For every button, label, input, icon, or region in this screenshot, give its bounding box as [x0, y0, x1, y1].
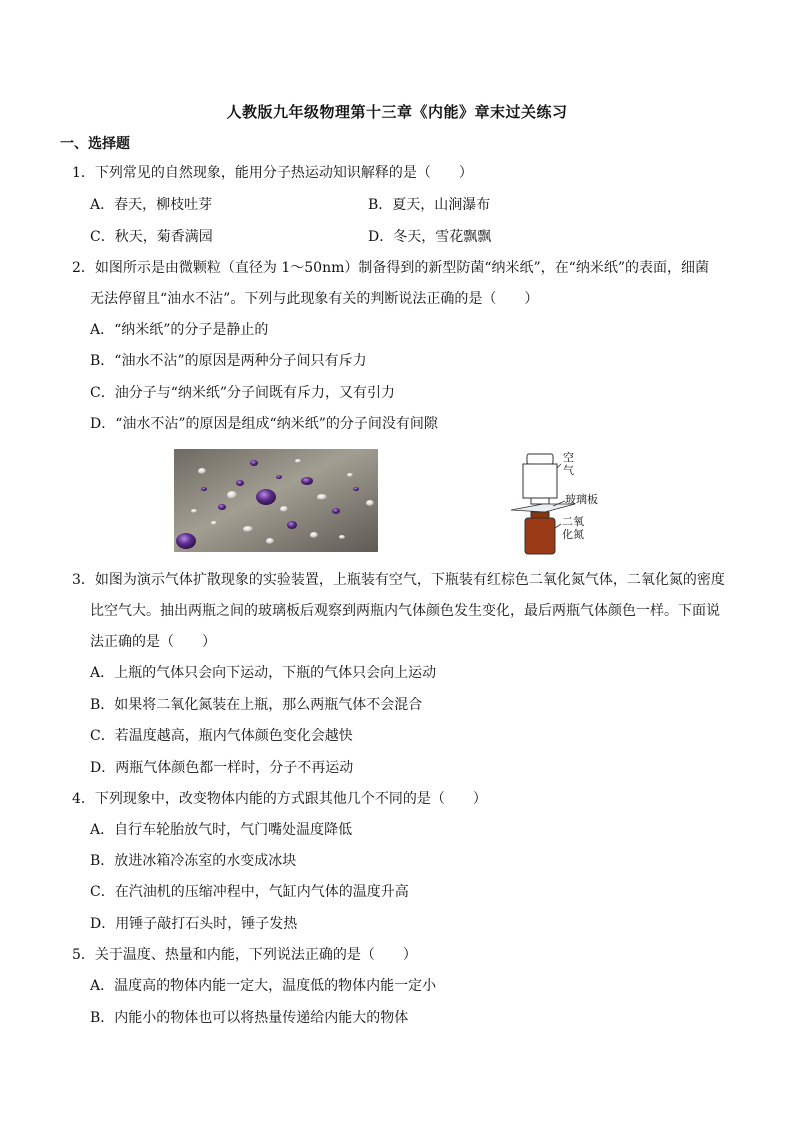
air-label-1: 空: [563, 451, 574, 464]
q1-option-c: C．秋天，菊香满园: [90, 229, 213, 245]
q4-option-c: C．在汽油机的压缩冲程中，气缸内气体的温度升高: [90, 884, 409, 900]
q4-option-b: B．放进冰箱冷冻室的水变成冰块: [90, 853, 297, 869]
q1-option-b: B．夏天，山涧瀑布: [368, 197, 491, 213]
q3-option-b: B．如果将二氧化氮装在上瓶，那么两瓶气体不会混合: [90, 697, 423, 713]
question-1-stem: 1．下列常见的自然现象，能用分子热运动知识解释的是（ ）: [72, 165, 473, 181]
q1-option-a: A．春天，柳枝吐芽: [90, 197, 213, 213]
no2-label-1: 二氧: [562, 515, 584, 528]
q2-option-b: B．“油水不沾”的原因是两种分子间只有斥力: [90, 353, 367, 369]
q2-option-a: A．“纳米纸”的分子是静止的: [90, 322, 269, 338]
q5-option-b: B．内能小的物体也可以将热量传递给内能大的物体: [90, 1010, 409, 1026]
q3-option-c: C．若温度越高，瓶内气体颜色变化会越快: [90, 728, 353, 744]
q3-option-a: A．上瓶的气体只会向下运动，下瓶的气体只会向上运动: [90, 665, 437, 681]
question-2-stem-line1: 2．如图所示是由微颗粒（直径为 1～50nm）制备得到的新型防菌“纳米纸”，在“纳米纸”的表面，细菌: [72, 260, 709, 276]
q4-option-a: A．自行车轮胎放气时，气门嘴处温度降低: [90, 822, 353, 838]
section-heading: 一、选择题: [60, 136, 130, 152]
question-3-stem-line1: 3．如图为演示气体扩散现象的实验装置，上瓶装有空气，下瓶装有红棕色二氧化氮气体，二氧化氮的密度: [72, 572, 725, 588]
diffusion-apparatus-diagram: [505, 450, 630, 560]
nano-paper-photo: [174, 449, 378, 552]
q2-option-d: D．“油水不沾”的原因是组成“纳米纸”的分子间没有间隙: [90, 416, 438, 432]
no2-label-2: 化氮: [562, 528, 584, 541]
q4-option-d: D．用锤子敲打石头时，锤子发热: [90, 916, 298, 932]
q2-option-c: C．油分子与“纳米纸”分子间既有斥力，又有引力: [90, 385, 396, 401]
question-3-stem-line3: 法正确的是（ ）: [90, 634, 216, 650]
page-title: 人教版九年级物理第十三章《内能》章末过关练习: [226, 103, 568, 121]
question-4-stem: 4．下列现象中，改变物体内能的方式跟其他几个不同的是（ ）: [72, 791, 487, 807]
q1-option-d: D．冬天，雪花飘飘: [368, 229, 492, 245]
question-2-stem-line2: 无法停留且“油水不沾”。下列与此现象有关的判断说法正确的是（ ）: [90, 291, 539, 307]
question-5-stem: 5．关于温度、热量和内能，下列说法正确的是（ ）: [72, 947, 417, 963]
question-3-stem-line2: 比空气大。抽出两瓶之间的玻璃板后观察到两瓶内气体颜色发生变化，最后两瓶气体颜色一样。下面说: [90, 603, 720, 619]
q3-option-d: D．两瓶气体颜色都一样时，分子不再运动: [90, 760, 354, 776]
air-label-2: 气: [563, 464, 574, 477]
glass-plate-label: 玻璃板: [565, 493, 598, 506]
q5-option-a: A．温度高的物体内能一定大，温度低的物体内能一定小: [90, 978, 437, 994]
